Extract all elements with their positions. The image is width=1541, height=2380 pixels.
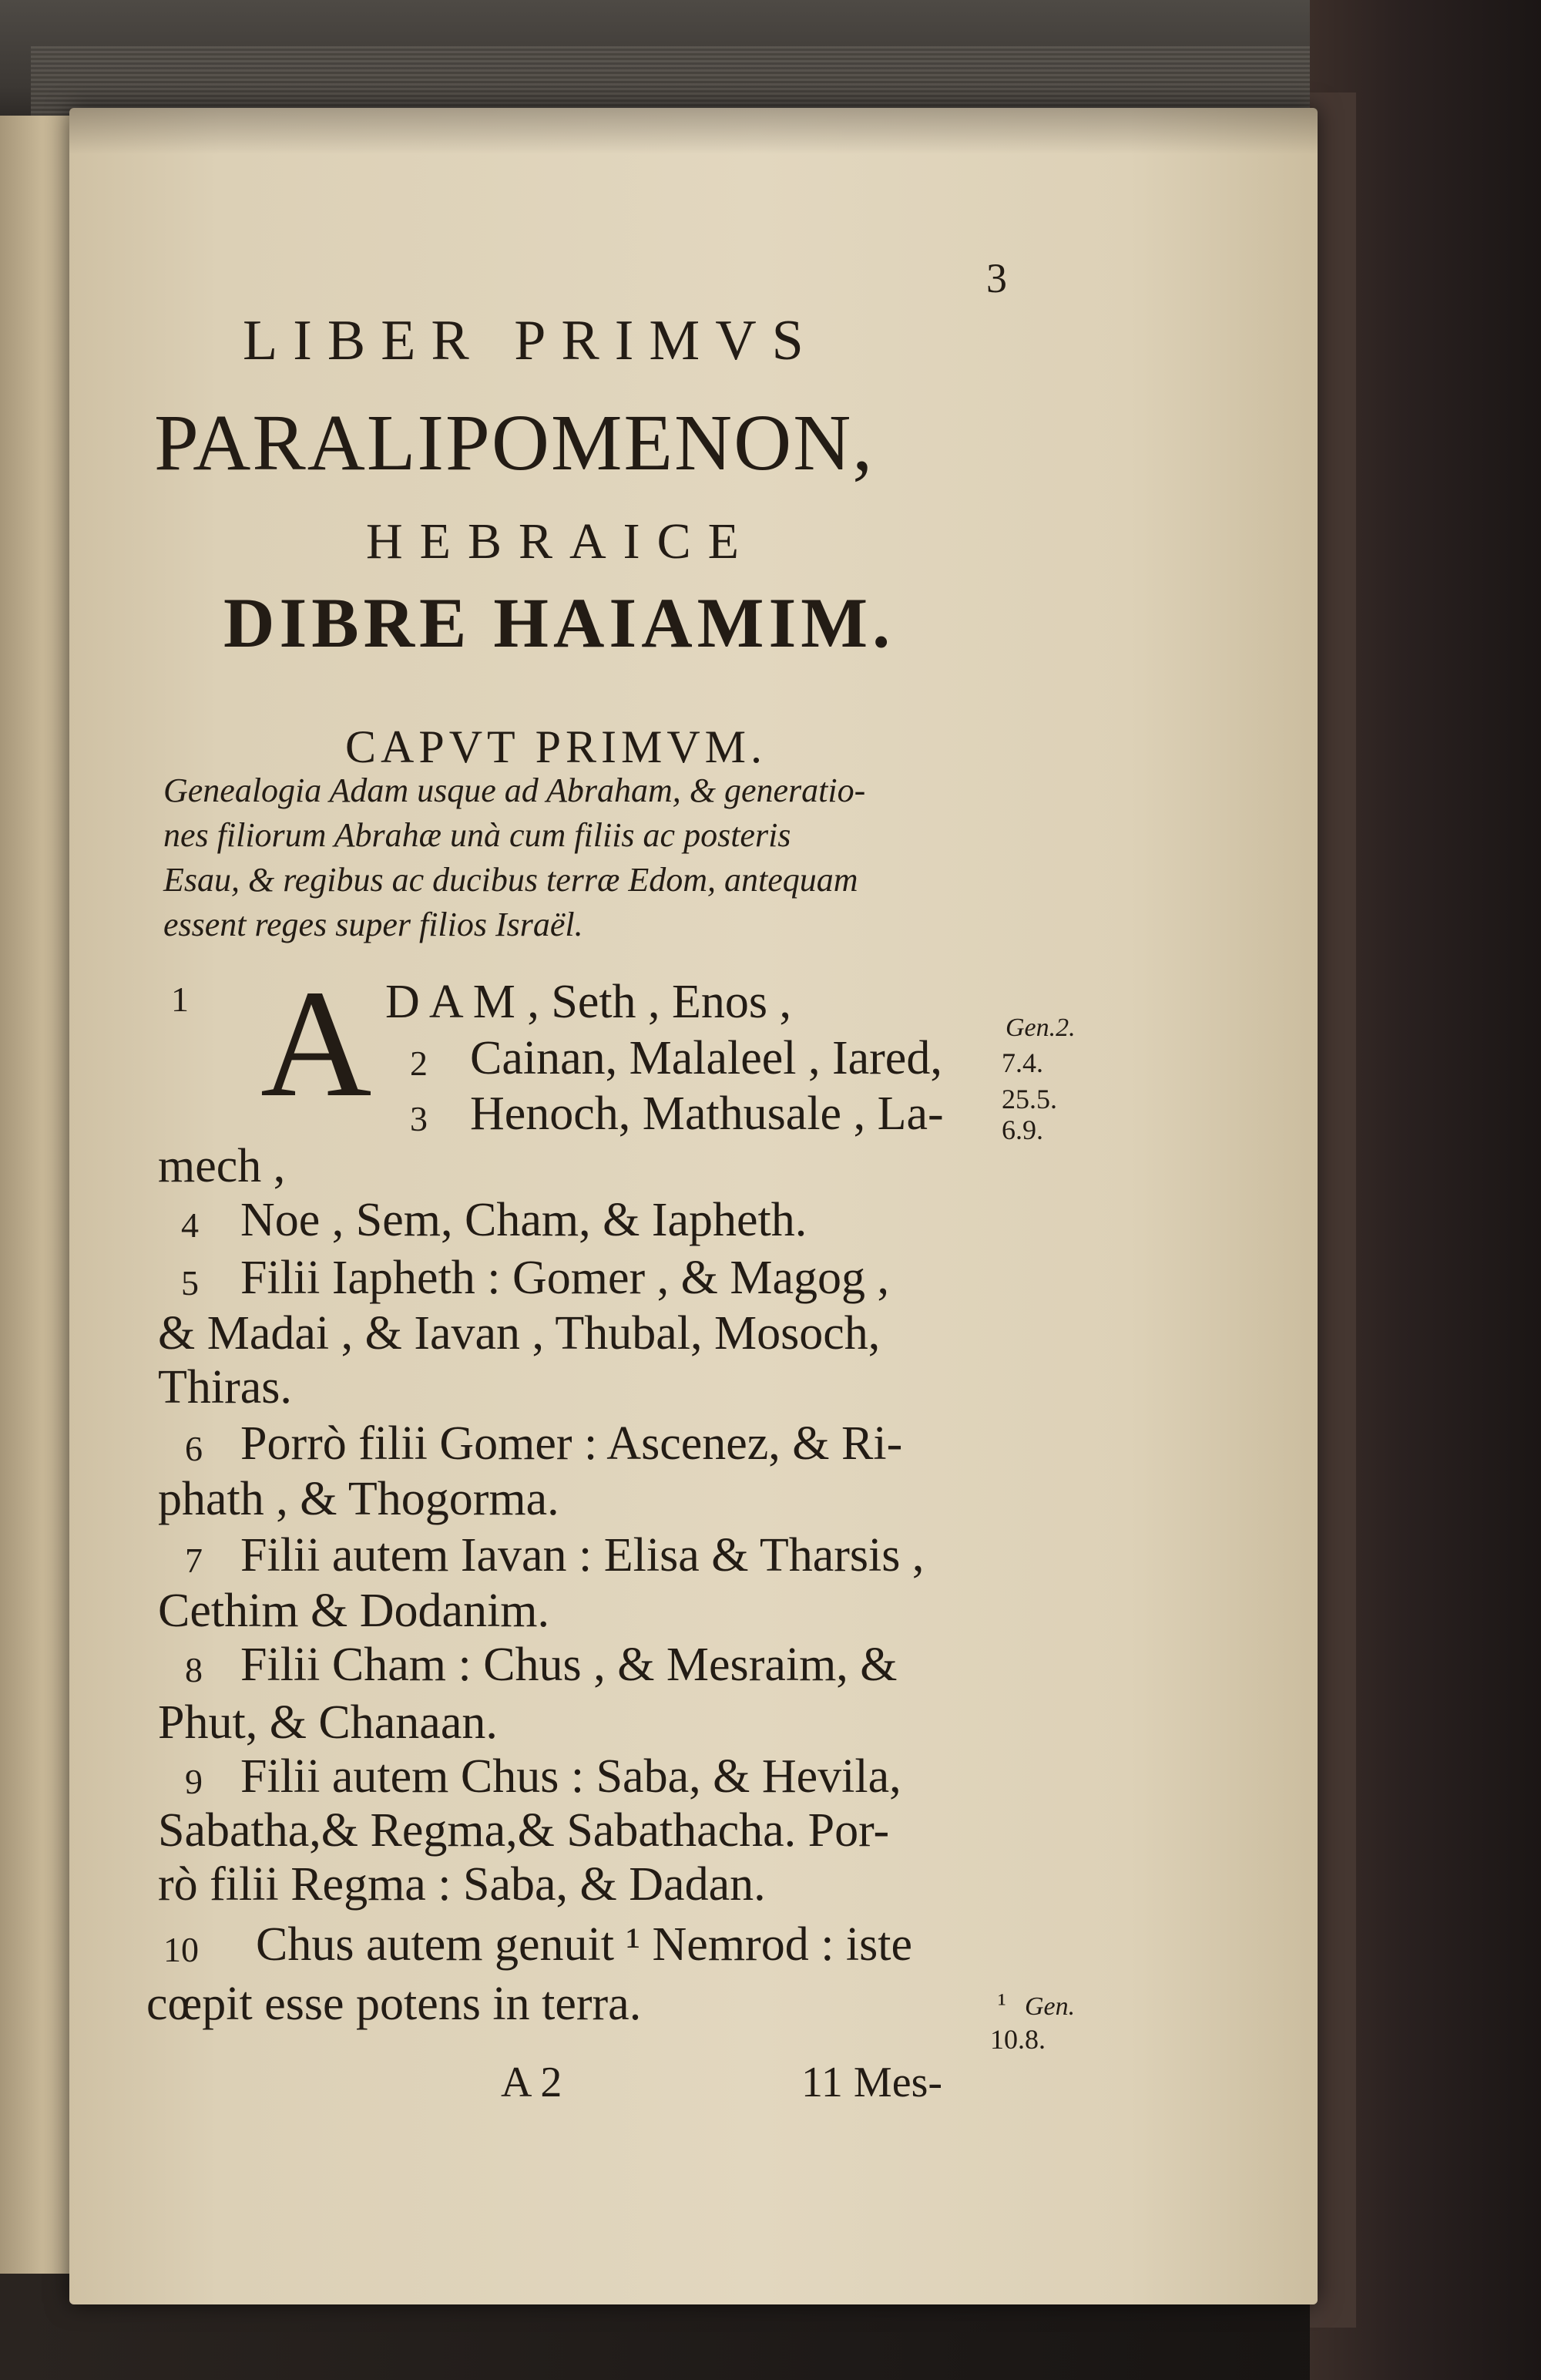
margin-ref: 7.4. (1002, 1047, 1043, 1078)
page-shadow (69, 108, 1318, 154)
verse-number: 2 (410, 1044, 428, 1083)
verse-text: Noe , Sem, Cham, & Iapheth. (240, 1194, 807, 1246)
signature-mark: A 2 (501, 2059, 562, 2106)
verse-text: Filii Iapheth : Gomer , & Magog , (240, 1252, 890, 1304)
page-edges (31, 46, 1310, 116)
verse-text: Henoch, Mathusale , La- (470, 1087, 944, 1140)
note-mark: ¹ (998, 1988, 1006, 2019)
chapter-heading: CAPVT PRIMVM. (345, 721, 767, 772)
verse-text: Cainan, Malaleel , Iared, (470, 1032, 942, 1084)
verse-number: 9 (185, 1762, 203, 1801)
verse-text: Chus autem genuit ¹ Nemrod : iste (256, 1918, 913, 1971)
margin-ref: 25.5. (1002, 1084, 1057, 1114)
verse-number: 4 (181, 1205, 199, 1245)
verse-text: Sabatha,& Regma,& Sabathacha. Por- (158, 1804, 890, 1857)
verse-text: Filii autem Iavan : Elisa & Tharsis , (240, 1529, 925, 1582)
verse-text: rò filii Regma : Saba, & Dadan. (158, 1858, 766, 1911)
verse-text: Cethim & Dodanim. (158, 1585, 550, 1637)
verse-number: 7 (185, 1541, 203, 1580)
verse-number: 5 (181, 1263, 199, 1303)
main-title: PARALIPOMENON, (154, 398, 875, 487)
verse-text: D A M , Seth , Enos , (385, 976, 792, 1028)
verse-text: Filii autem Chus : Saba, & Hevila, (240, 1750, 901, 1803)
summary-line: Esau, & regibus ac ducibus terræ Edom, antequam (163, 861, 858, 899)
catchword: 11 Mes- (801, 2059, 943, 2106)
summary-line: nes filiorum Abrahæ unà cum filiis ac posteris (163, 816, 791, 854)
hebrew-title: DIBRE HAIAMIM. (223, 583, 895, 662)
verse-number: 3 (410, 1099, 428, 1138)
verse-number: 1 (171, 980, 189, 1019)
book-title: LIBER PRIMVS (243, 309, 819, 372)
verse-text: phath , & Thogorma. (158, 1473, 559, 1525)
drop-cap: A (260, 959, 372, 1129)
verse-text: cœpit esse potens in terra. (146, 1978, 642, 2030)
summary-line: Genealogia Adam usque ad Abraham, & generatio- (163, 771, 866, 809)
verse-text: mech , (158, 1140, 286, 1192)
margin-ref: 6.9. (1002, 1114, 1043, 1145)
verse-number: 10 (163, 1930, 199, 1969)
verse-text: & Madai , & Iavan , Thubal, Mosoch, (158, 1307, 881, 1360)
verse-text: Filii Cham : Chus , & Mesraim, & (240, 1639, 898, 1691)
verse-text: Porrò filii Gomer : Ascenez, & Ri- (240, 1417, 903, 1470)
margin-ref: 10.8. (990, 2024, 1046, 2055)
subtitle: HEBRAICE (366, 513, 756, 570)
verse-number: 8 (185, 1650, 203, 1689)
margin-ref: Gen.2. (1006, 1014, 1076, 1042)
verse-text: Phut, & Chanaan. (158, 1696, 498, 1749)
verse-text: Thiras. (158, 1361, 292, 1414)
page-number: 3 (986, 255, 1007, 301)
margin-ref: Gen. (1025, 1992, 1076, 2021)
summary-line: essent reges super filios Israël. (163, 906, 583, 943)
verse-number: 6 (185, 1429, 203, 1468)
